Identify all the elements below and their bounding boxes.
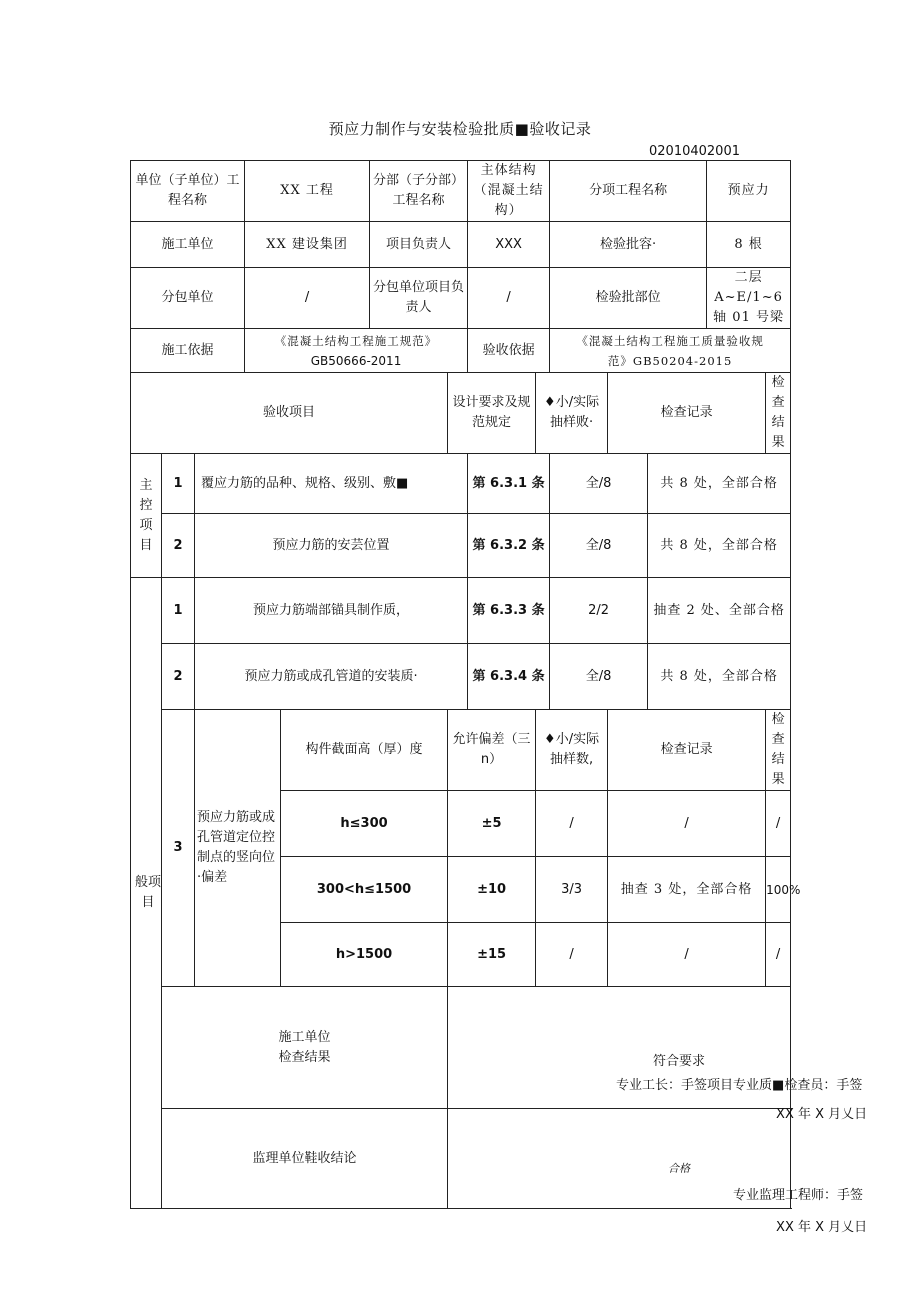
sample-count: 全/8 bbox=[550, 644, 648, 710]
check-record: 共 8 处，全部合格 bbox=[648, 644, 791, 710]
row-number: 2 bbox=[162, 514, 195, 578]
contractor-signers: 专业工长：手签项目专业质■检查员：手签 bbox=[616, 1077, 863, 1093]
supervisor-result-content bbox=[448, 1109, 868, 1235]
sample-count: 全/8 bbox=[550, 514, 648, 578]
section-range: 300<h≤1500 bbox=[281, 857, 448, 923]
subitem-value: 预应力 bbox=[707, 161, 791, 222]
supervisor-signer: 专业监理工程师：手签 bbox=[733, 1187, 864, 1203]
col-header-item: 验收项目 bbox=[131, 373, 448, 454]
col-header-record: 检查记录 bbox=[608, 373, 766, 454]
clause: 第 6.3.3 条 bbox=[468, 578, 550, 644]
unit-value: XX 工程 bbox=[245, 161, 370, 222]
batch-capacity-value: 8 根 bbox=[707, 222, 791, 268]
contractor-result-label bbox=[162, 987, 448, 1109]
unit-label: 单位（子单位）工程名称 bbox=[131, 161, 245, 222]
check-record: 抽查 3 处，全部合格 bbox=[608, 857, 766, 923]
row-number: 2 bbox=[162, 644, 195, 710]
sub-header-record: 检查记录 bbox=[608, 710, 766, 791]
col-header-design: 设计要求及规范规定 bbox=[448, 373, 536, 454]
table-row bbox=[131, 454, 791, 514]
acceptance-basis-label: 验收依据 bbox=[468, 329, 550, 373]
sample-count: 2/2 bbox=[550, 578, 648, 644]
general-items-label: 般项目 bbox=[131, 578, 162, 1209]
construction-basis-value bbox=[245, 329, 468, 373]
row-number: 3 bbox=[162, 710, 195, 987]
tolerance: ±5 bbox=[448, 791, 536, 857]
subitem-label: 分项工程名称 bbox=[550, 161, 707, 222]
check-record: 抽查 2 处、全部合格 bbox=[648, 578, 791, 644]
check-record: / bbox=[608, 923, 766, 987]
acceptance-basis-value bbox=[550, 329, 791, 373]
project-manager-label: 项目负责人 bbox=[370, 222, 468, 268]
division-value: 主体结构（混凝土结构） bbox=[468, 161, 550, 222]
table-row bbox=[131, 710, 791, 791]
construction-basis-code: GB50666-2011 bbox=[310, 353, 402, 368]
batch-location-value: 二层 A~E/1~6 轴 01 号梁 bbox=[707, 268, 791, 329]
contractor-label: 施工单位 bbox=[131, 222, 245, 268]
item-description: 预应力筋端部锚具制作质， bbox=[195, 578, 468, 644]
sample-count: / bbox=[536, 923, 608, 987]
check-result: / bbox=[766, 923, 791, 987]
item-description: 预应力筋或成孔管道定位控制点的竖向位·偏差 bbox=[195, 710, 281, 987]
table-row bbox=[131, 644, 791, 710]
sub-header-section: 构件截面高（厚）度 bbox=[281, 710, 448, 791]
document-title: 预应力制作与安装检验批质■验收记录 bbox=[328, 120, 592, 138]
item-description: 预应力筋的安芸位置 bbox=[195, 514, 468, 578]
check-result: 100% bbox=[766, 857, 791, 923]
table-row bbox=[131, 578, 791, 644]
sample-count: 全/8 bbox=[550, 454, 648, 514]
section-range: h≤300 bbox=[281, 791, 448, 857]
document-number: 02010402001 bbox=[649, 144, 740, 159]
sub-pm-value: / bbox=[468, 268, 550, 329]
acceptance-basis-code: 范》GB50204-2015 bbox=[607, 353, 733, 368]
item-description: 覆应力筋的品种、规格、级别、敷■ bbox=[195, 454, 468, 514]
main-control-label: 主控项目 bbox=[131, 454, 162, 578]
sub-header-sample: ♦小/实际抽样数, bbox=[536, 710, 608, 791]
contractor-date: XX 年 X 月乂日 bbox=[776, 1106, 868, 1122]
check-record: / bbox=[608, 791, 766, 857]
supervisor-result-label: 监理单位鞋收结论 bbox=[162, 1109, 448, 1209]
col-header-result: 检查结果 bbox=[766, 373, 791, 454]
check-record: 共 8 处，全部合格 bbox=[648, 454, 791, 514]
supervisor-verdict: 合格 bbox=[668, 1161, 691, 1175]
row-number: 1 bbox=[162, 578, 195, 644]
contractor-result-content bbox=[448, 987, 868, 1122]
col-header-sample: ♦小/实际抽样败· bbox=[536, 373, 608, 454]
tolerance: ±15 bbox=[448, 923, 536, 987]
contractor-result-label-line1: 施工单位 bbox=[278, 1029, 331, 1045]
item-description: 预应力筋或成孔管道的安装质· bbox=[195, 644, 468, 710]
clause: 第 6.3.2 条 bbox=[468, 514, 550, 578]
inspection-record-table bbox=[130, 160, 868, 1235]
construction-basis-standard: 《混凝土结构工程施工规范》 bbox=[274, 333, 438, 348]
sub-pm-label: 分包单位项目负责人 bbox=[370, 268, 468, 329]
supervisor-date: XX 年 X 月乂日 bbox=[776, 1219, 868, 1235]
sub-header-tolerance: 允许偏差（三 n） bbox=[448, 710, 536, 791]
section-range: h>1500 bbox=[281, 923, 448, 987]
subcontractor-label: 分包单位 bbox=[131, 268, 245, 329]
clause: 第 6.3.1 条 bbox=[468, 454, 550, 514]
check-record: 共 8 处，全部合格 bbox=[648, 514, 791, 578]
row-number: 1 bbox=[162, 454, 195, 514]
check-result: / bbox=[766, 791, 791, 857]
division-label: 分部（子分部）工程名称 bbox=[370, 161, 468, 222]
acceptance-basis-standard: 《混凝土结构工程施工质量验收规 bbox=[576, 333, 764, 348]
contractor-value: XX 建设集团 bbox=[245, 222, 370, 268]
subcontractor-value: / bbox=[245, 268, 370, 329]
sample-count: 3/3 bbox=[536, 857, 608, 923]
sub-header-result: 检查结果 bbox=[766, 710, 791, 791]
batch-capacity-label: 检验批容· bbox=[550, 222, 707, 268]
clause: 第 6.3.4 条 bbox=[468, 644, 550, 710]
contractor-verdict: 符合要求 bbox=[653, 1053, 706, 1069]
table-row bbox=[131, 514, 791, 578]
project-manager-value: XXX bbox=[468, 222, 550, 268]
sample-count: / bbox=[536, 791, 608, 857]
batch-location-label: 检验批部位 bbox=[550, 268, 707, 329]
construction-basis-label: 施工依据 bbox=[131, 329, 245, 373]
tolerance: ±10 bbox=[448, 857, 536, 923]
contractor-result-label-line2: 检查结果 bbox=[278, 1049, 331, 1065]
